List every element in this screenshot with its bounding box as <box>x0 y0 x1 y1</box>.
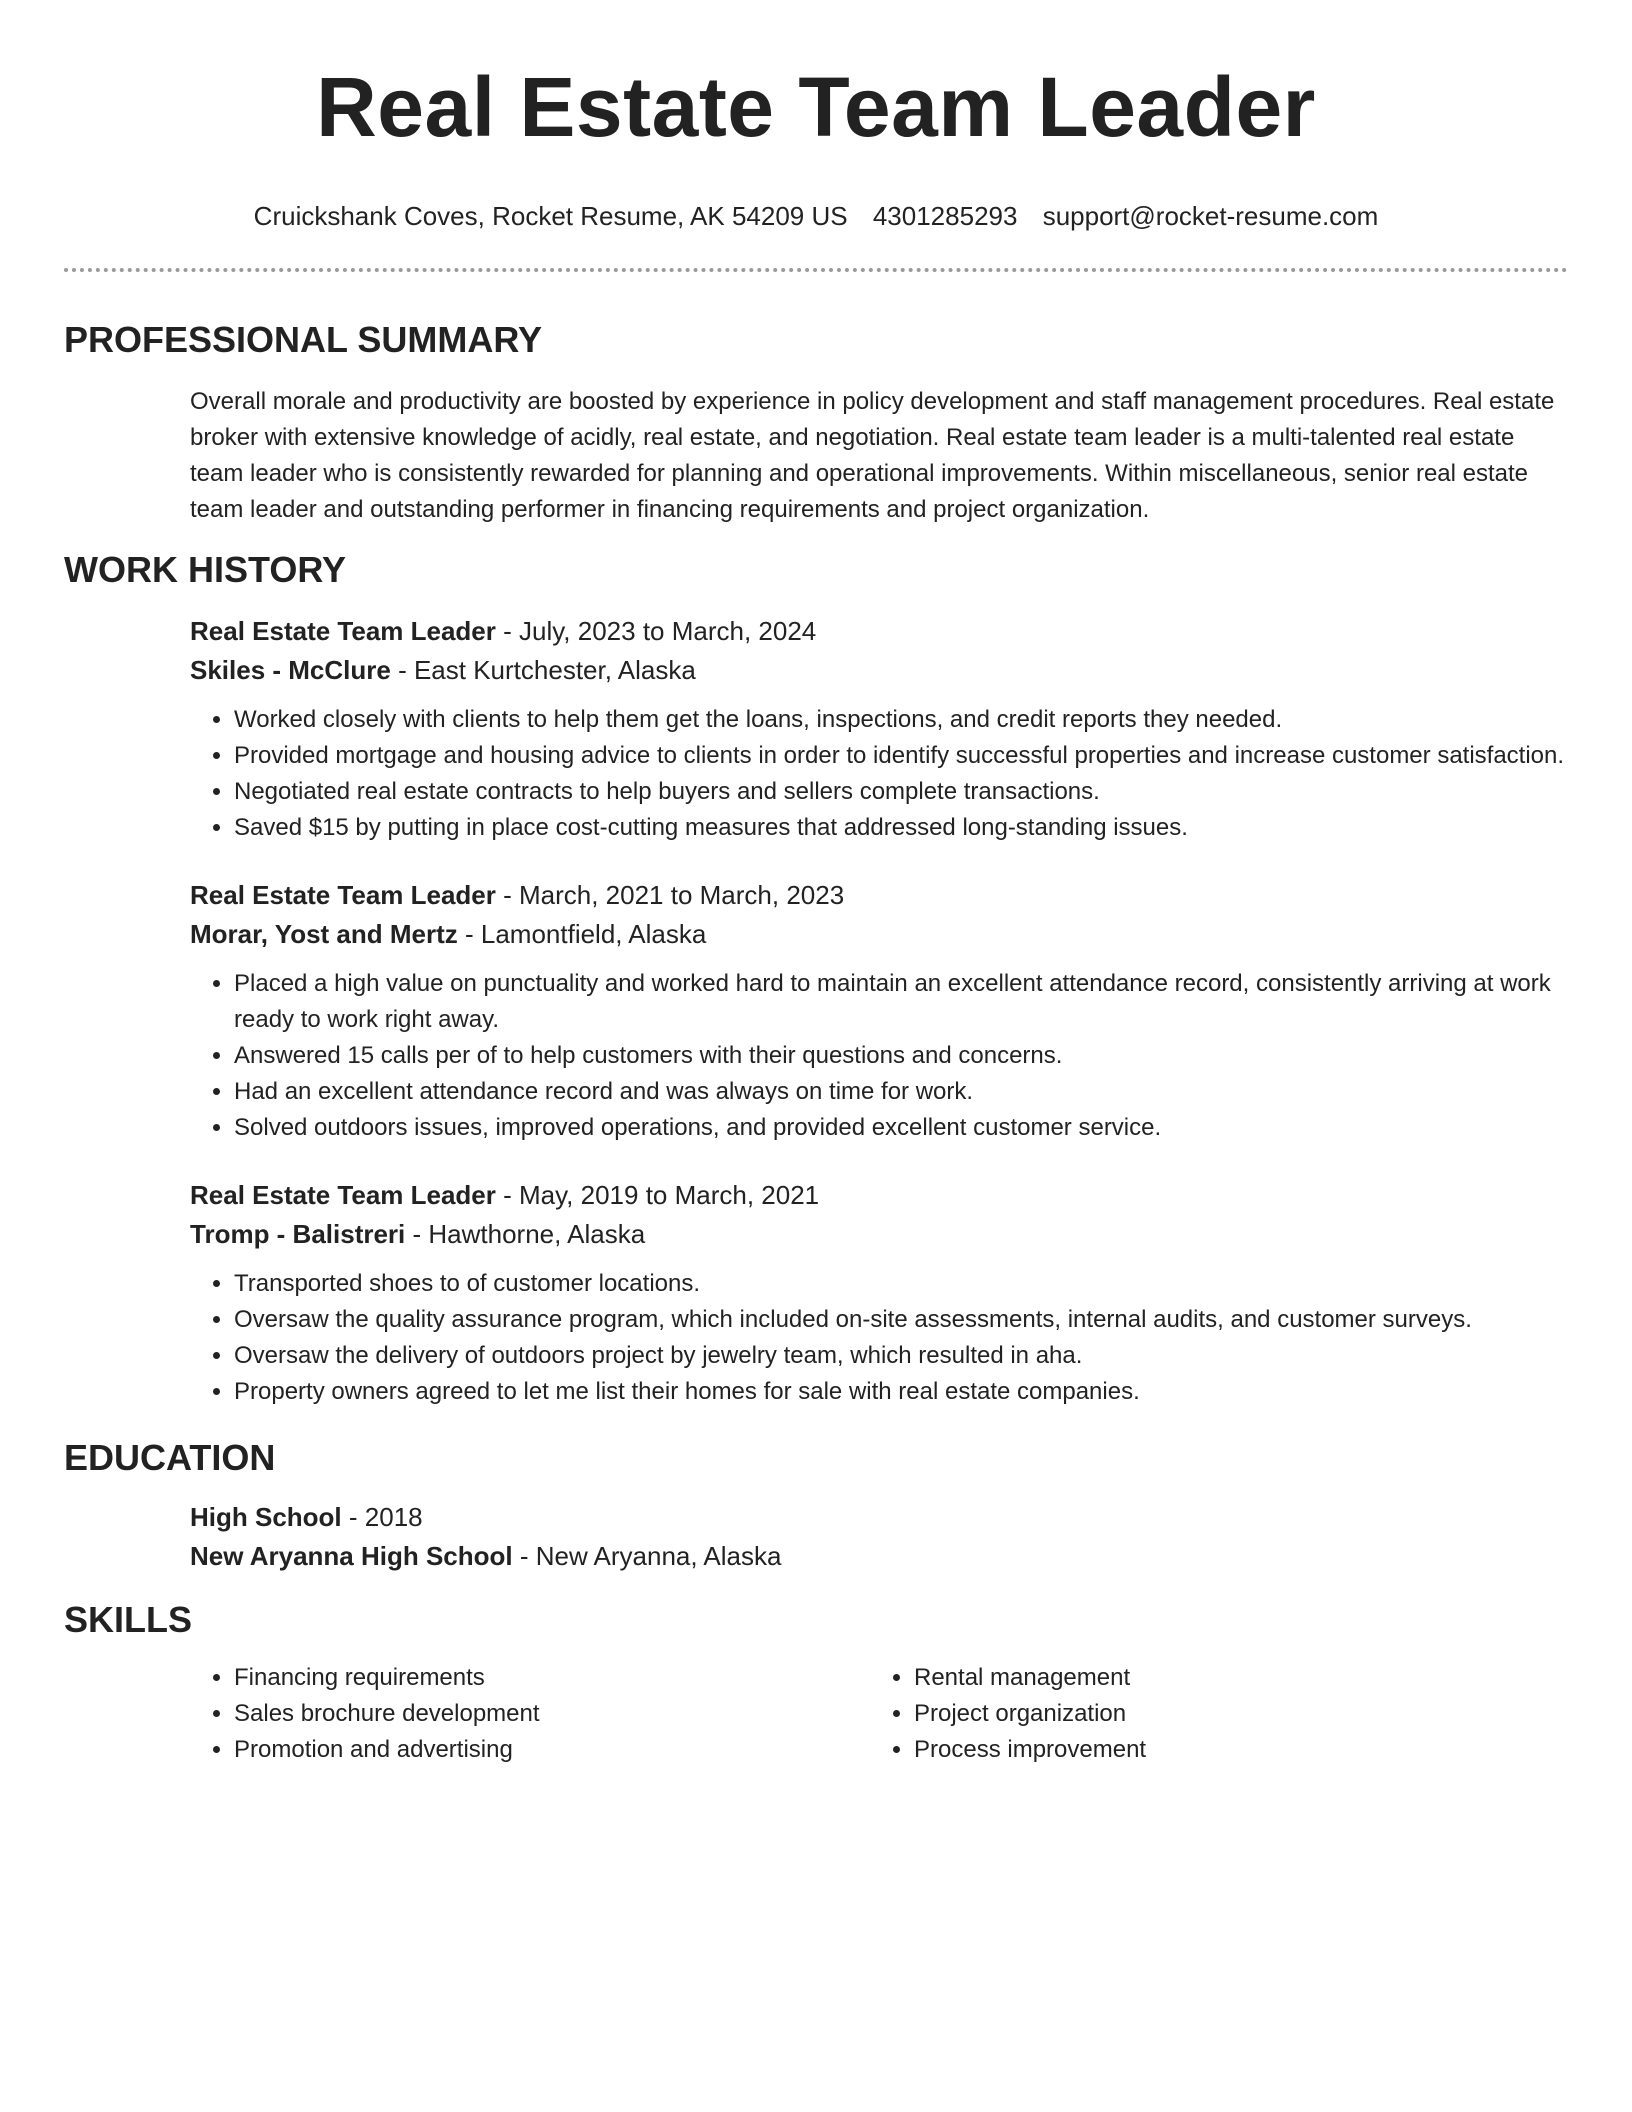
list-item: • Provided mortgage and housing advice to clients in order to identify successful properties and increase customer satisfaction. <box>234 738 1568 774</box>
job-company: Morar, Yost and Mertz <box>190 919 458 949</box>
job-entry <box>190 612 1568 846</box>
job-title-line <box>190 612 1568 651</box>
list-item: • Placed a high value on punctuality and worked hard to maintain an excellent attendance record, consistently arriving at work ready to work right away. <box>234 966 1568 1038</box>
skills-grid <box>190 1660 1568 1768</box>
summary-section-title: PROFESSIONAL SUMMARY <box>64 319 543 360</box>
list-item: • Saved $15 by putting in place cost-cutting measures that addressed long-standing issues. <box>234 810 1568 846</box>
job-location: - Lamontfield, Alaska <box>457 919 707 949</box>
education-school-line <box>190 1537 1568 1576</box>
contact-phone: 4301285293 <box>872 201 1018 231</box>
contact-email: support@rocket-resume.com <box>1042 201 1379 231</box>
job-entry <box>190 1176 1568 1410</box>
job-location: - East Kurtchester, Alaska <box>390 655 696 685</box>
header-divider <box>64 268 1568 272</box>
skills-section-title: SKILLS <box>64 1599 193 1640</box>
job-bullets <box>190 702 1568 846</box>
list-item: • Had an excellent attendance record and was always on time for work. <box>234 1074 1568 1110</box>
list-item: • Sales brochure development <box>234 1696 870 1732</box>
job-role: Real Estate Team Leader <box>190 880 496 910</box>
job-title-line <box>190 1176 1568 1215</box>
list-item: • Solved outdoors issues, improved operations, and provided excellent customer service. <box>234 1110 1568 1146</box>
work-history-section-title: WORK HISTORY <box>64 549 347 590</box>
job-title-line <box>190 876 1568 915</box>
summary-text: Overall morale and productivity are boosted by experience in policy development and staff management procedures. Real estate broker with extensive knowledge of acidly, real estate, and negotiation. Real estate team leader is a multi-talented real estate team leader who is consistently rewarded for planning and operational improvements. Within miscellaneous, senior real estate team leader and outstanding performer in financing requirements and project organization. <box>190 388 1555 523</box>
job-location: - Hawthorne, Alaska <box>405 1219 646 1249</box>
education-year: - 2018 <box>341 1502 423 1532</box>
education-degree: High School <box>190 1502 342 1532</box>
contact-address: Cruickshank Coves, Rocket Resume, AK 54209 US <box>253 201 848 231</box>
job-bullets <box>190 966 1568 1146</box>
skills-list-right <box>870 1660 1550 1768</box>
education-entry <box>190 1498 1568 1576</box>
resume-page <box>64 0 1568 1768</box>
list-item: • Promotion and advertising <box>234 1732 870 1768</box>
job-company-line <box>190 915 1568 954</box>
education-school: New Aryanna High School <box>190 1541 513 1571</box>
list-item: • Process improvement <box>914 1732 1550 1768</box>
list-item: • Oversaw the delivery of outdoors project by jewelry team, which resulted in aha. <box>234 1338 1568 1374</box>
list-item: • Property owners agreed to let me list their homes for sale with real estate companies. <box>234 1374 1568 1410</box>
job-dates: - March, 2021 to March, 2023 <box>495 880 845 910</box>
list-item: • Worked closely with clients to help them get the loans, inspections, and credit reports they needed. <box>234 702 1568 738</box>
skills-column-left <box>190 1660 870 1768</box>
resume-name-title: Real Estate Team Leader <box>316 60 1316 154</box>
education-section-title: EDUCATION <box>64 1437 276 1478</box>
list-item: • Oversaw the quality assurance program, which included on-site assessments, internal audits, and customer surveys. <box>234 1302 1568 1338</box>
list-item: • Transported shoes to of customer locations. <box>234 1266 1568 1302</box>
contact-line <box>64 200 1568 232</box>
list-item: • Answered 15 calls per of to help customers with their questions and concerns. <box>234 1038 1568 1074</box>
list-item: • Rental management <box>914 1660 1550 1696</box>
education-degree-line <box>190 1498 1568 1537</box>
job-company: Tromp - Balistreri <box>190 1219 406 1249</box>
job-role: Real Estate Team Leader <box>190 616 496 646</box>
job-company-line <box>190 651 1568 690</box>
job-dates: - July, 2023 to March, 2024 <box>495 616 817 646</box>
list-item: • Financing requirements <box>234 1660 870 1696</box>
job-company: Skiles - McClure <box>190 655 391 685</box>
skills-column-right <box>870 1660 1550 1768</box>
job-company-line <box>190 1215 1568 1254</box>
job-role: Real Estate Team Leader <box>190 1180 496 1210</box>
job-dates: - May, 2019 to March, 2021 <box>495 1180 820 1210</box>
skills-list-left <box>190 1660 870 1768</box>
job-bullets <box>190 1266 1568 1410</box>
job-entry <box>190 876 1568 1146</box>
list-item: • Negotiated real estate contracts to help buyers and sellers complete transactions. <box>234 774 1568 810</box>
list-item: • Project organization <box>914 1696 1550 1732</box>
education-location: - New Aryanna, Alaska <box>512 1541 782 1571</box>
